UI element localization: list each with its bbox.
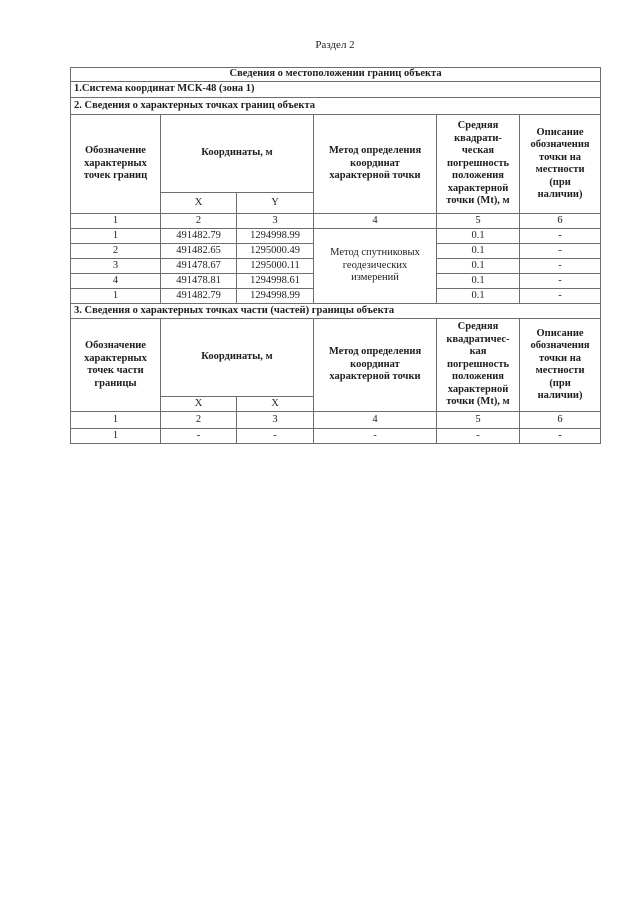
boundary-location-table [70, 67, 601, 444]
method-cell: Метод спутниковых геодезических измерений [314, 229, 437, 304]
description-value: - [520, 274, 601, 289]
section2-header-x: X [161, 193, 237, 214]
coord-x: 491482.79 [161, 289, 237, 304]
section3-header-description: Описание обозначения точки на местности (при наличии) [520, 319, 601, 412]
column-number: 2 [161, 412, 237, 429]
point-label: 1 [71, 229, 161, 244]
coord-x: 491478.67 [161, 259, 237, 274]
error-value: - [437, 429, 520, 444]
coord-y: 1295000.49 [237, 244, 314, 259]
description-value: - [520, 289, 601, 304]
coord-y: - [237, 429, 314, 444]
column-number: 2 [161, 214, 237, 229]
coord-y: 1294998.99 [237, 289, 314, 304]
column-number: 1 [71, 214, 161, 229]
point-label: 4 [71, 274, 161, 289]
column-number: 3 [237, 214, 314, 229]
column-number: 5 [437, 412, 520, 429]
point-label: 3 [71, 259, 161, 274]
error-value: 0.1 [437, 244, 520, 259]
section2-header-coordinates: Координаты, м [161, 115, 314, 193]
coordinate-system: 1.Система координат МСК-48 (зона 1) [71, 82, 601, 98]
section2-column-numbers [71, 214, 601, 229]
error-value: 0.1 [437, 289, 520, 304]
column-number: 3 [237, 412, 314, 429]
coord-x: 491478.81 [161, 274, 237, 289]
method-value: - [314, 429, 437, 444]
column-number: 4 [314, 214, 437, 229]
error-value: 0.1 [437, 229, 520, 244]
table-title: Сведения о местоположении границ объекта [71, 68, 601, 82]
section3-header-x2: X [237, 397, 314, 412]
point-label: 1 [71, 429, 161, 444]
point-label: 1 [71, 289, 161, 304]
section2-header-point: Обозначение характерных точек границ [71, 115, 161, 214]
table-row [71, 229, 601, 244]
section2-header-error: Средняя квадрати- ческая погрешность положения характерной точки (Mt), м [437, 115, 520, 214]
description-value: - [520, 259, 601, 274]
error-value: 0.1 [437, 274, 520, 289]
coord-x: 491482.65 [161, 244, 237, 259]
column-number: 6 [520, 214, 601, 229]
column-number: 6 [520, 412, 601, 429]
coord-y: 1295000.11 [237, 259, 314, 274]
point-label: 2 [71, 244, 161, 259]
section-label: Раздел 2 [315, 39, 355, 51]
section3-header-coordinates: Координаты, м [161, 319, 314, 397]
description-value: - [520, 429, 601, 444]
section2-header-method: Метод определения координат характерной точки [314, 115, 437, 214]
description-value: - [520, 244, 601, 259]
coord-x: - [161, 429, 237, 444]
section2-header-y: Y [237, 193, 314, 214]
section3-header-error: Средняя квадратичес- кая погрешность положения характерной точки (Mt), м [437, 319, 520, 412]
section3-header-x: X [161, 397, 237, 412]
column-number: 5 [437, 214, 520, 229]
description-value: - [520, 229, 601, 244]
section2-heading: 2. Сведения о характерных точках границ объекта [71, 98, 601, 115]
table-row [71, 429, 601, 444]
section3-column-numbers [71, 412, 601, 429]
coord-y: 1294998.99 [237, 229, 314, 244]
error-value: 0.1 [437, 259, 520, 274]
section2-header-description: Описание обозначения точки на местности (при наличии) [520, 115, 601, 214]
column-number: 1 [71, 412, 161, 429]
coord-y: 1294998.61 [237, 274, 314, 289]
section3-heading: 3. Сведения о характерных точках части (частей) границы объекта [71, 304, 601, 319]
section3-header-method: Метод определения координат характерной точки [314, 319, 437, 412]
column-number: 4 [314, 412, 437, 429]
coord-x: 491482.79 [161, 229, 237, 244]
section3-header-point: Обозначение характерных точек части границы [71, 319, 161, 412]
